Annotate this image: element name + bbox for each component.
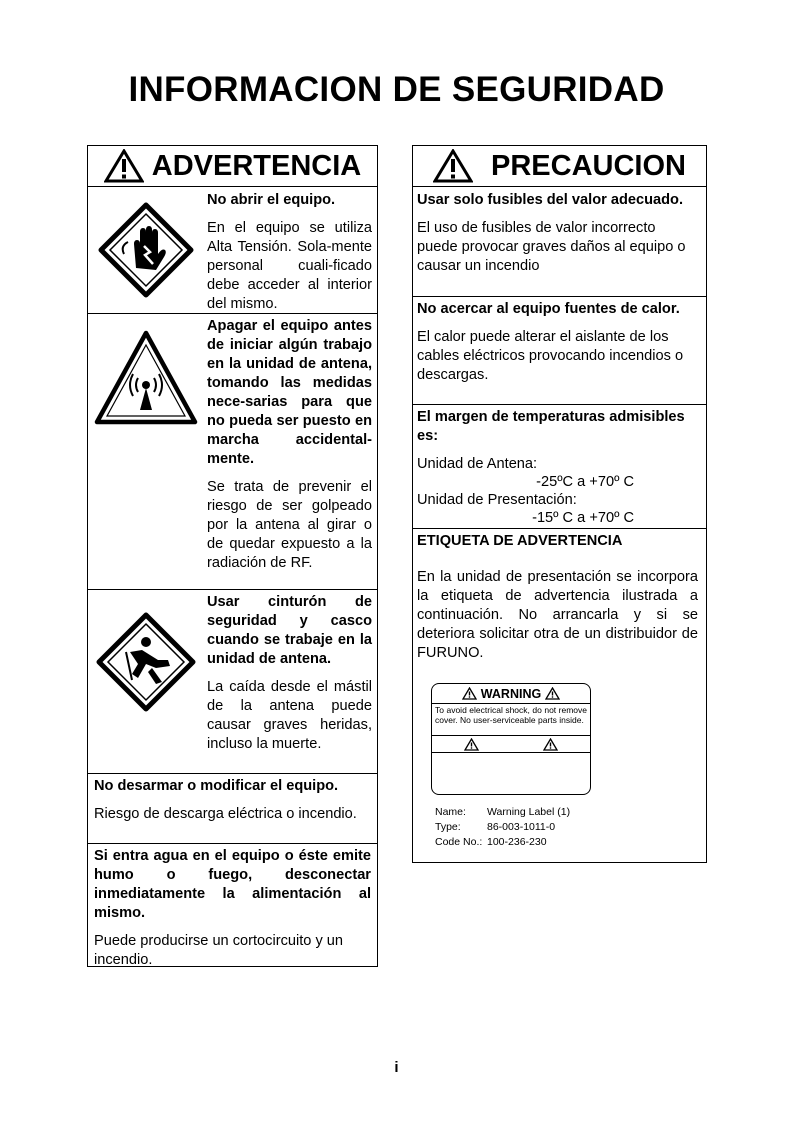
fall-hazard-icon <box>96 612 196 712</box>
warning-triangle-icon <box>104 149 144 183</box>
antenna-unit-label: Unidad de Antena: <box>417 456 538 472</box>
high-voltage-hand-icon <box>98 202 194 298</box>
warning-body: Riesgo de descarga eléctrica o incendio. <box>94 806 357 822</box>
warning-label-details <box>435 805 570 850</box>
label-name-key: Name: <box>435 806 466 818</box>
caution-body: El uso de fusibles de valor incorrecto puede provocar graves daños al equipo o causar un incendio <box>417 220 686 274</box>
warning-item <box>88 313 377 589</box>
warning-header <box>88 146 377 187</box>
warning-body: Se trata de prevenir el riesgo de ser golpeado por la antena al girar o de quedar expuesto a la radiación de RF. <box>207 479 372 571</box>
warning-item <box>88 843 377 968</box>
warning-item <box>88 188 377 313</box>
small-warning-icon <box>545 687 560 700</box>
caution-triangle-icon <box>433 149 473 183</box>
label-type-value: 86-003-1011-0 <box>487 821 556 833</box>
small-warning-icon <box>462 687 477 700</box>
display-unit-label: Unidad de Presentación: <box>417 492 577 508</box>
warning-label-illustration <box>431 683 591 795</box>
label-code-key: Code No.: <box>435 836 483 848</box>
caution-body: El calor puede alterar el aislante de los cables eléctricos provocando incendios o descargas. <box>417 329 684 383</box>
warning-item <box>88 589 377 773</box>
label-type-key: Type: <box>435 821 461 833</box>
caution-heading: No acercar al equipo fuentes de calor. <box>417 301 680 317</box>
caution-heading: ETIQUETA DE ADVERTENCIA <box>417 533 623 549</box>
label-name-value: Warning Label (1) <box>487 806 571 818</box>
display-unit-range: -15º C a +70º C <box>532 510 634 526</box>
warning-header-label: ADVERTENCIA <box>151 149 362 182</box>
page-number: i <box>394 1059 399 1076</box>
page-title: INFORMACION DE SEGURIDAD <box>128 70 665 109</box>
caution-header <box>413 146 706 187</box>
warning-label-text: To avoid electrical shock, do not remove cover. No user-serviceable parts inside. <box>432 704 590 736</box>
small-warning-icon <box>464 738 479 751</box>
warning-heading: Usar cinturón de seguridad y casco cuando se trabaje en la unidad de antena. <box>207 594 372 667</box>
caution-header-label: PRECAUCION <box>491 149 686 182</box>
caution-item <box>413 188 706 296</box>
caution-item <box>413 404 706 528</box>
caution-item <box>413 528 706 861</box>
caution-heading: El margen de temperaturas admisibles es: <box>417 409 685 444</box>
warning-body: En el equipo se utiliza Alta Tensión. Sola-mente personal cuali-ficado debe acceder al interior del mismo. <box>207 220 372 312</box>
caution-column <box>412 145 707 863</box>
warning-body: Puede producirse un cortocircuito y un incendio. <box>94 933 344 968</box>
small-warning-icon <box>543 738 558 751</box>
label-code-value: 100-236-230 <box>487 836 547 848</box>
warning-column <box>87 145 378 967</box>
antenna-unit-range: -25ºC a +70º C <box>536 474 634 490</box>
caution-item <box>413 296 706 404</box>
caution-body: En la unidad de presentación se incorpora la etiqueta de advertencia ilustrada a continuación. No arrancarla y si se deteriora solicitar otra de un distribuidor de FURUNO. <box>417 569 698 661</box>
rf-radiation-triangle-icon <box>94 330 198 426</box>
warning-body: La caída desde el mástil de la antena puede causar graves heridas, incluso la muerte. <box>207 679 372 752</box>
caution-heading: Usar solo fusibles del valor adecuado. <box>417 192 684 208</box>
warning-heading: No desarmar o modificar el equipo. <box>94 778 339 794</box>
warning-heading: Si entra agua en el equipo o éste emite humo o fuego, desconectar inmediatamente la alimentación al mismo. <box>94 848 371 921</box>
warning-heading: No abrir el equipo. <box>207 192 336 208</box>
warning-label-title: WARNING <box>480 686 542 701</box>
warning-item <box>88 773 377 843</box>
warning-heading: Apagar el equipo antes de iniciar algún trabajo en la unidad de antena, tomando las medidas nece-sarias para que no pueda ser puesto en marcha accidental-mente. <box>207 318 372 467</box>
